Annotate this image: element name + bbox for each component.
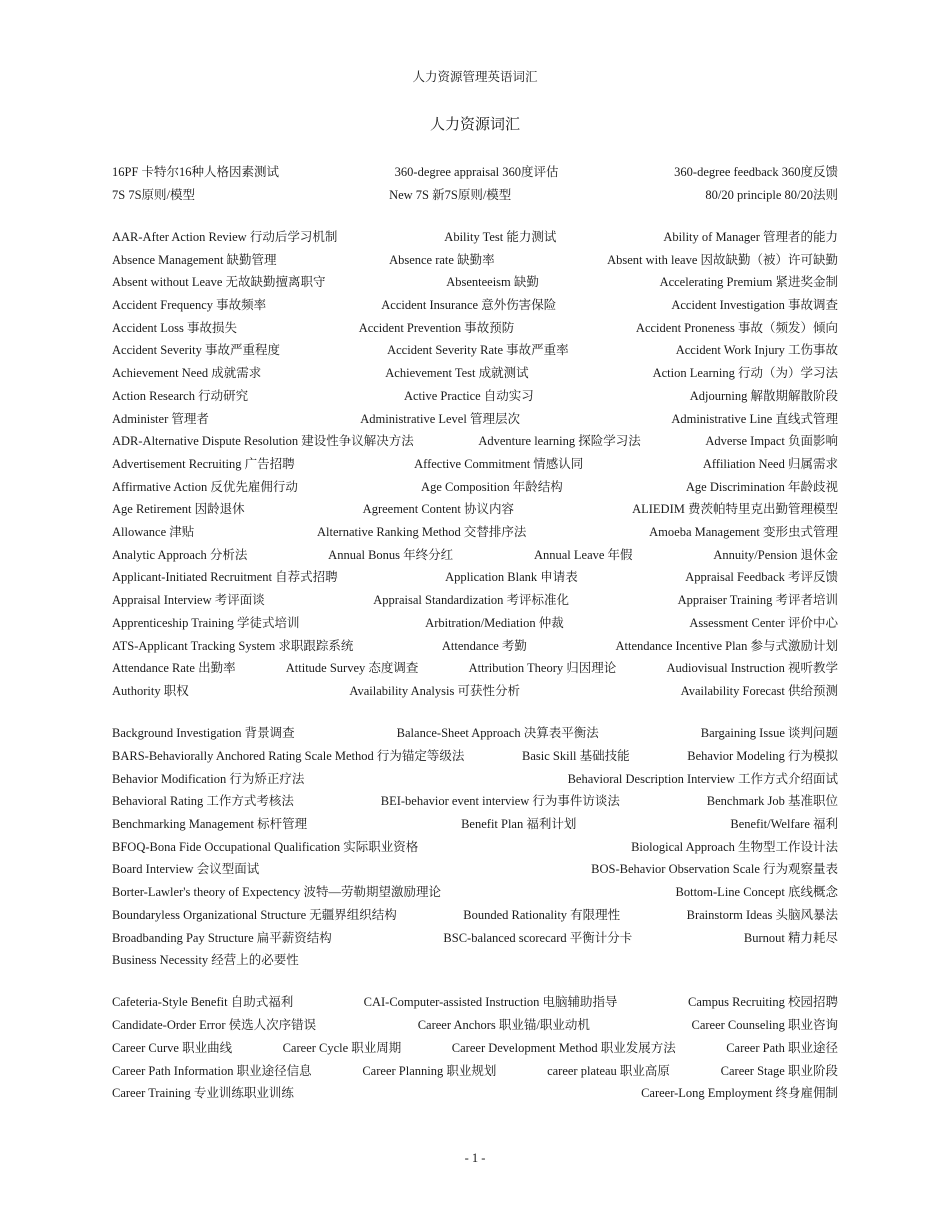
glossary-entry: Annuity/Pension 退休金 [713, 547, 838, 562]
glossary-entry: 16PF 卡特尔16种人格因素测试 [112, 165, 280, 179]
glossary-line [112, 635, 838, 658]
glossary-entry: Analytic Approach 分析法 [112, 547, 248, 562]
glossary-line [112, 612, 838, 635]
glossary-entry: Appraisal Interview 考评面谈 [112, 593, 265, 608]
glossary-entry: Affiliation Need 归属需求 [702, 456, 838, 471]
glossary-entry: Benchmarking Management 标杆管理 [112, 816, 308, 831]
glossary-line [112, 271, 838, 294]
glossary-entry: BSC-balanced scorecard 平衡计分卡 [443, 930, 633, 945]
glossary-entry: Apprenticeship Training 学徒式培训 [112, 615, 300, 630]
glossary-entry: Annual Bonus 年终分红 [328, 547, 454, 562]
glossary-entry: Board Interview 会议型面试 [112, 862, 260, 877]
glossary-entry: AAR-After Action Review 行动后学习机制 [112, 229, 338, 244]
glossary-entry: Career Path 职业途径 [726, 1040, 838, 1055]
glossary-entry: Behavioral Rating 工作方式考核法 [112, 794, 294, 809]
glossary-entry: Bounded Rationality 有限理性 [463, 907, 621, 922]
glossary-entry: Attribution Theory 归因理论 [468, 661, 617, 676]
glossary-entry: Career Stage 职业阶段 [720, 1063, 838, 1078]
glossary-entry: Benchmark Job 基准职位 [706, 794, 838, 809]
glossary-entry: ALIEDIM 费茨帕特里克出勤管理模型 [632, 502, 838, 517]
glossary-entry: Accident Investigation 事故调查 [671, 298, 838, 313]
glossary-line [112, 1037, 838, 1060]
glossary-line [112, 430, 838, 453]
glossary-entry: Cafeteria-Style Benefit 自助式福利 [112, 995, 294, 1010]
glossary-line [112, 498, 838, 521]
glossary-entry: Career Curve 职业曲线 [112, 1040, 233, 1055]
glossary-entry: Administer 管理者 [112, 411, 209, 426]
glossary-line [112, 722, 838, 745]
glossary-entry: 360-degree appraisal 360度评估 [394, 165, 559, 179]
glossary-entry: BFOQ-Bona Fide Occupational Qualification 实际职业资格 [112, 839, 419, 854]
glossary-entry: Balance-Sheet Approach 决算表平衡法 [396, 726, 599, 741]
glossary-entry: Career Path Information 职业途径信息 [112, 1063, 312, 1078]
glossary-entry: Arbitration/Mediation 仲裁 [425, 615, 564, 630]
glossary-line [112, 339, 838, 362]
glossary-entry: Accident Work Injury 工伤事故 [675, 343, 838, 358]
glossary-line [112, 249, 838, 272]
glossary-entry: Affirmative Action 反优先雇佣行动 [112, 479, 298, 494]
glossary-entry: Career Training 专业训练职业训练 [112, 1086, 294, 1101]
glossary-line [112, 317, 838, 340]
glossary-line [112, 790, 838, 813]
glossary-line [112, 589, 838, 612]
glossary-line [112, 453, 838, 476]
glossary-entry: Bottom-Line Concept 底线概念 [675, 885, 838, 900]
glossary-entry: Accident Frequency 事故频率 [112, 298, 267, 313]
glossary-entry: Appraisal Feedback 考评反馈 [685, 570, 838, 585]
glossary-entry: Broadbanding Pay Structure 扁平薪资结构 [112, 930, 332, 945]
glossary-entry: Administrative Level 管理层次 [360, 411, 520, 426]
glossary-entry: Boundaryless Organizational Structure 无疆界组织结构 [112, 907, 397, 922]
glossary-entry: Achievement Test 成就测试 [385, 366, 529, 381]
glossary-entry: Audiovisual Instruction 视听教学 [666, 661, 838, 676]
glossary-entry: Advertisement Recruiting 广告招聘 [112, 456, 295, 471]
glossary-line [112, 858, 838, 881]
glossary-line [112, 927, 838, 950]
glossary-entry: Absence Management 缺勤管理 [112, 252, 277, 267]
glossary-entry: Accident Prevention 事故预防 [358, 320, 515, 335]
glossary-entry: Behavior Modification 行为矫正疗法 [112, 771, 305, 786]
glossary-entry: Bargaining Issue 谈判问题 [700, 726, 838, 741]
glossary-entry: 80/20 principle 80/20法则 [705, 187, 838, 202]
glossary-line [112, 813, 838, 836]
glossary-line [112, 768, 838, 791]
glossary-entry: Career Development Method 职业发展方法 [451, 1040, 676, 1055]
glossary-entry: Annual Leave 年假 [533, 547, 633, 562]
glossary-line [112, 226, 838, 249]
glossary-entry: ATS-Applicant Tracking System 求职跟踪系统 [112, 638, 354, 653]
glossary-entry: Affective Commitment 情感认同 [414, 456, 584, 471]
glossary-entry: Campus Recruiting 校园招聘 [688, 995, 838, 1010]
glossary-entry: Accident Insurance 意外伤害保险 [381, 298, 557, 313]
glossary-entry: Career-Long Employment 终身雇佣制 [641, 1086, 838, 1101]
glossary-entry: Benefit Plan 福利计划 [461, 816, 577, 831]
glossary-entry: Assessment Center 评价中心 [689, 615, 838, 630]
glossary-entry: Basic Skill 基础技能 [522, 748, 630, 763]
glossary-entry: Adjourning 解散期解散阶段 [689, 388, 838, 403]
glossary-line [112, 161, 838, 184]
glossary-entry: Action Learning 行动（为）学习法 [652, 366, 838, 381]
glossary-entry: Biological Approach 生物型工作设计法 [631, 839, 838, 854]
glossary-line [112, 385, 838, 408]
glossary-line [112, 680, 838, 703]
glossary-entry: Burnout 精力耗尽 [743, 930, 838, 945]
glossary-entry: Adventure learning 探险学习法 [478, 434, 641, 449]
glossary-body [112, 161, 838, 1105]
glossary-entry: Behavior Modeling 行为模拟 [687, 748, 838, 763]
glossary-line [112, 294, 838, 317]
glossary-entry: Accident Proneness 事故（频发）倾向 [635, 320, 838, 335]
glossary-entry: Authority 职权 [112, 683, 189, 698]
glossary-entry: Attendance Rate 出勤率 [112, 661, 236, 676]
glossary-entry: 7S 7S原则/模型 [112, 187, 196, 202]
glossary-line [112, 544, 838, 567]
glossary-entry: Age Retirement 因龄退休 [112, 502, 245, 517]
glossary-line [112, 184, 838, 207]
glossary-entry: Attendance Incentive Plan 参与式激励计划 [615, 638, 838, 653]
glossary-line [112, 476, 838, 499]
glossary-line [112, 1014, 838, 1037]
glossary-entry: Allowance 津贴 [112, 525, 195, 540]
glossary-entry: ADR-Alternative Dispute Resolution 建设性争议解决方法 [112, 434, 414, 449]
glossary-entry: Age Composition 年龄结构 [421, 479, 563, 494]
glossary-entry: Benefit/Welfare 福利 [730, 816, 838, 831]
glossary-entry: CAI-Computer-assisted Instruction 电脑辅助指导 [363, 995, 618, 1010]
page-number: - 1 - [464, 1151, 486, 1165]
glossary-entry: Achievement Need 成就需求 [112, 366, 262, 381]
glossary-entry: Absence rate 缺勤率 [389, 252, 495, 267]
glossary-entry: BARS-Behaviorally Anchored Rating Scale Method 行为锚定等级法 [112, 748, 465, 763]
glossary-line [112, 745, 838, 768]
glossary-entry: Appraiser Training 考评者培训 [677, 593, 838, 608]
glossary-entry: Business Necessity 经营上的必要性 [112, 953, 299, 968]
glossary-line [112, 1082, 838, 1105]
glossary-entry: Availability Forecast 供给预测 [680, 683, 838, 698]
glossary-entry: Ability of Manager 管理者的能力 [663, 229, 838, 244]
glossary-entry: Candidate-Order Error 侯选人次序错误 [112, 1018, 317, 1033]
glossary-entry: BEI-behavior event interview 行为事件访谈法 [380, 794, 620, 809]
glossary-line [112, 1060, 838, 1083]
glossary-line [112, 904, 838, 927]
glossary-entry: Brainstorm Ideas 头脑风暴法 [686, 907, 838, 922]
glossary-line [112, 836, 838, 859]
glossary-entry: Administrative Line 直线式管理 [671, 411, 838, 426]
glossary-entry: New 7S 新7S原则/模型 [389, 187, 512, 202]
glossary-entry: Accelerating Premium 紧进奖金制 [659, 275, 838, 290]
glossary-entry: Ability Test 能力测试 [444, 229, 557, 244]
glossary-entry: Absent without Leave 无故缺勤擅离职守 [112, 275, 326, 290]
glossary-line [112, 362, 838, 385]
document-title: 人力资源词汇 [429, 115, 520, 133]
glossary-entry: Attendance 考勤 [441, 638, 527, 653]
glossary-line [112, 949, 838, 972]
glossary-entry: Active Practice 自动实习 [403, 388, 534, 403]
glossary-line [112, 657, 838, 680]
glossary-entry: Age Discrimination 年龄歧视 [685, 479, 838, 494]
glossary-entry: Career Anchors 职业锚/职业动机 [417, 1018, 590, 1033]
glossary-entry: Accident Loss 事故损失 [112, 320, 237, 335]
glossary-entry: Absent with leave 因故缺勤（被）许可缺勤 [607, 252, 838, 267]
glossary-entry: Adverse Impact 负面影响 [705, 434, 838, 449]
glossary-entry: Accident Severity 事故严重程度 [112, 343, 281, 358]
glossary-entry: Action Research 行动研究 [112, 388, 249, 403]
running-header: 人力资源管理英语词汇 [412, 69, 538, 84]
glossary-entry: Borter-Lawler's theory of Expectency 波特—劳勒期望激励理论 [112, 885, 442, 900]
glossary-entry: career plateau 职业高原 [547, 1063, 670, 1078]
glossary-entry: Appraisal Standardization 考评标准化 [373, 593, 570, 608]
glossary-entry: Accident Severity Rate 事故严重率 [387, 343, 569, 358]
glossary-entry: Applicant-Initiated Recruitment 自荐式招聘 [112, 570, 338, 585]
glossary-line [112, 408, 838, 431]
glossary-entry: Alternative Ranking Method 交替排序法 [317, 525, 527, 540]
glossary-entry: Application Blank 申请表 [445, 570, 578, 585]
glossary-entry: Behavioral Description Interview 工作方式介绍面试 [567, 771, 838, 786]
glossary-line [112, 881, 838, 904]
glossary-entry: BOS-Behavior Observation Scale 行为观察量表 [591, 862, 838, 877]
glossary-entry: Career Counseling 职业咨询 [691, 1018, 838, 1033]
glossary-entry: Career Planning 职业规划 [362, 1063, 497, 1078]
glossary-entry: Availability Analysis 可获性分析 [349, 683, 520, 698]
glossary-entry: Attitude Survey 态度调查 [285, 661, 419, 676]
glossary-entry: Amoeba Management 变形虫式管理 [649, 525, 838, 540]
glossary-entry: 360-degree feedback 360度反馈 [674, 165, 838, 179]
glossary-entry: Agreement Content 协议内容 [362, 502, 515, 517]
glossary-line [112, 521, 838, 544]
glossary-entry: Background Investigation 背景调查 [112, 726, 295, 741]
glossary-entry: Absenteeism 缺勤 [446, 275, 539, 290]
glossary-line [112, 566, 838, 589]
glossary-line [112, 991, 838, 1014]
glossary-entry: Career Cycle 职业周期 [282, 1040, 402, 1055]
